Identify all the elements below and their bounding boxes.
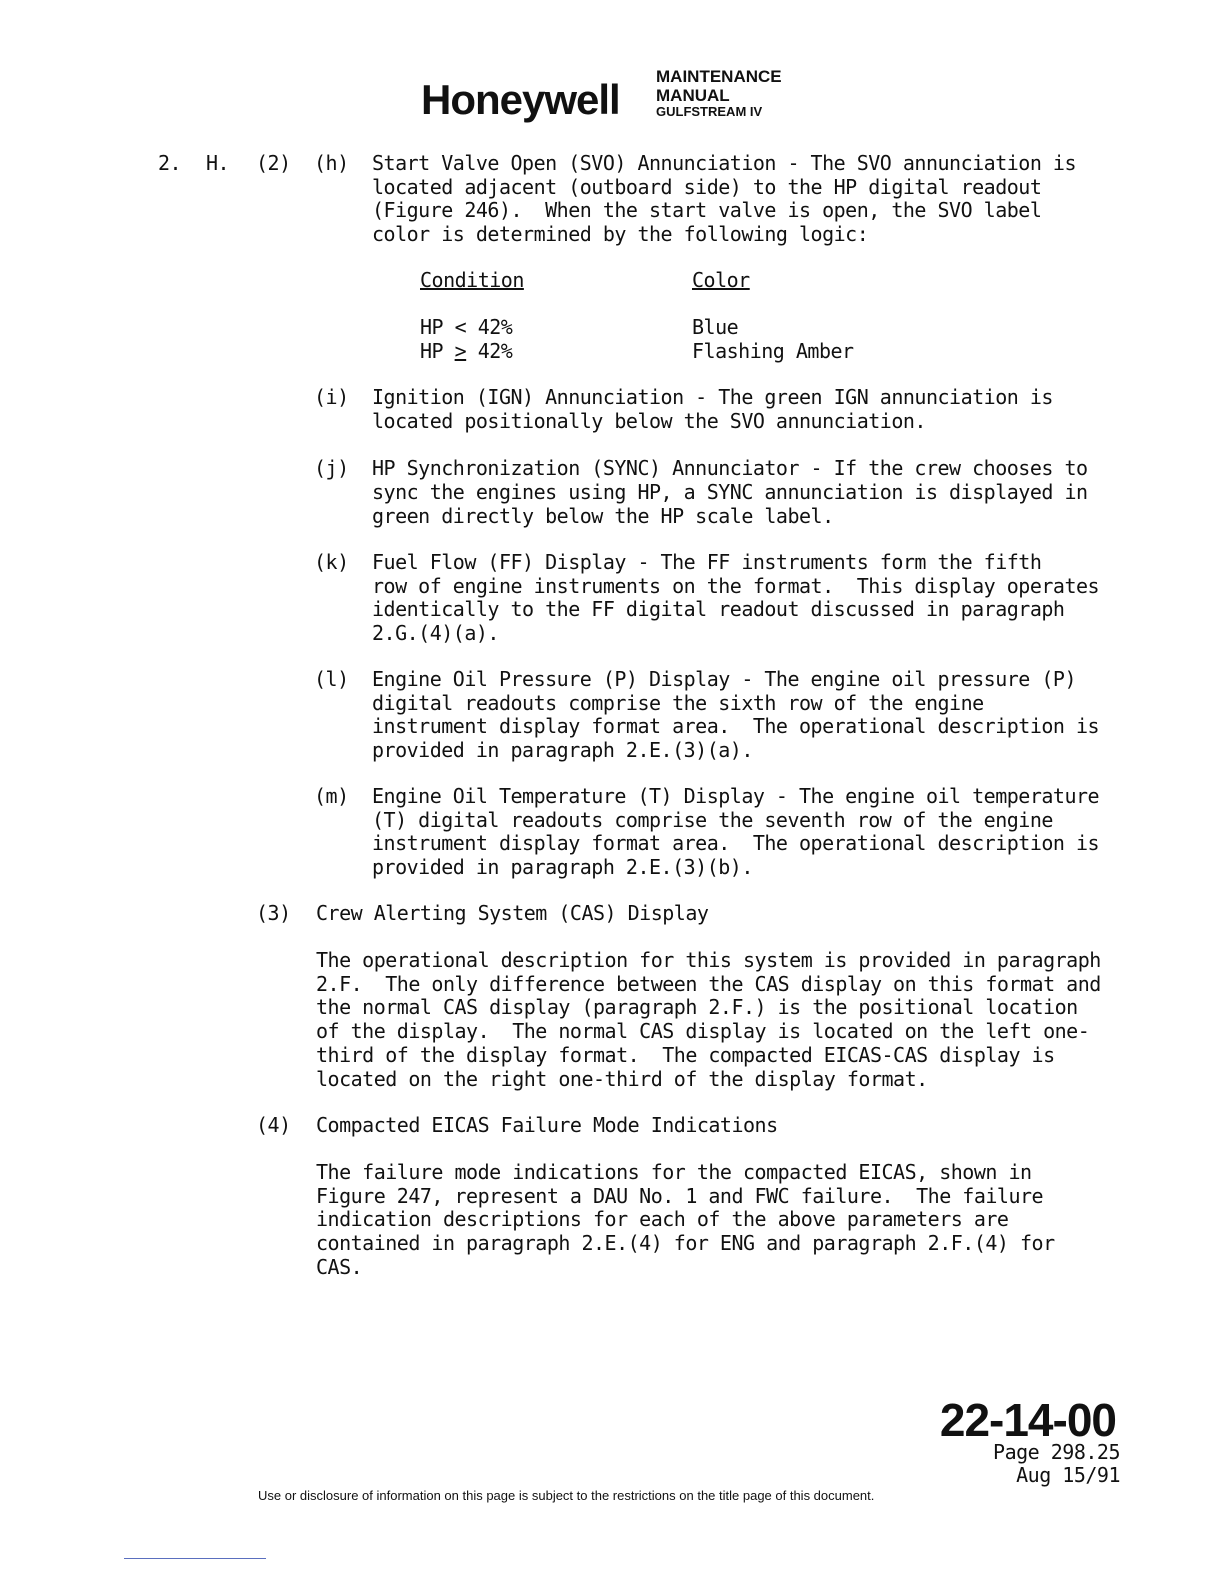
- item-l-line: provided in paragraph 2.E.(3)(a).: [372, 738, 753, 762]
- item-m-label: (m): [314, 784, 349, 808]
- item-j-line: green directly below the HP scale label.: [372, 504, 834, 528]
- paragraph-3-line: of the display. The normal CAS display is located on the left one-: [316, 1019, 1090, 1043]
- item-k-line: Fuel Flow (FF) Display - The FF instruments form the fifth: [372, 550, 1042, 574]
- condition-cell: [420, 315, 512, 339]
- paragraph-4-label: (4): [256, 1113, 291, 1137]
- item-k-line: row of engine instruments on the format. This display operates: [372, 574, 1100, 598]
- manual-title-line1: MAINTENANCE: [656, 67, 782, 86]
- item-m-line: (T) digital readouts comprise the seventh row of the engine: [372, 808, 1053, 832]
- condition-prefix: HP: [420, 315, 455, 339]
- item-j-line: sync the engines using HP, a SYNC annunciation is displayed in: [372, 480, 1088, 504]
- section-number: 2.: [158, 151, 182, 175]
- paragraph-4-line: Figure 247, represent a DAU No. 1 and FWC failure. The failure: [316, 1184, 1044, 1208]
- color-cell: Flashing Amber: [692, 339, 854, 363]
- item-h-label: (h): [314, 151, 349, 175]
- item-k-line: 2.G.(4)(a).: [372, 621, 499, 645]
- manual-title-line3: GULFSTREAM IV: [656, 104, 763, 119]
- paragraph-4-title: Compacted EICAS Failure Mode Indications: [316, 1113, 778, 1137]
- item-k-label: (k): [314, 550, 349, 574]
- item-l-line: digital readouts comprise the sixth row of the engine: [372, 691, 984, 715]
- color-cell: Blue: [692, 315, 739, 339]
- paragraph-3-line: The operational description for this system is provided in paragraph: [316, 948, 1101, 972]
- item-m-line: Engine Oil Temperature (T) Display - The engine oil temperature: [372, 784, 1100, 808]
- item-m-line: provided in paragraph 2.E.(3)(b).: [372, 855, 753, 879]
- chapter-number: 22-14-00: [939, 1394, 1116, 1446]
- condition-cell: [420, 339, 512, 363]
- disclosure-notice: Use or disclosure of information on this page is subject to the restrictions on the title page of this document.: [258, 1488, 875, 1503]
- paragraph-3-label: (3): [256, 901, 291, 925]
- item-k-line: identically to the FF digital readout discussed in paragraph: [372, 597, 1065, 621]
- item-i-label: (i): [314, 385, 349, 409]
- subsection-label: (2): [256, 151, 291, 175]
- item-m-line: instrument display format area. The operational description is: [372, 831, 1100, 855]
- item-h-line: Start Valve Open (SVO) Annunciation - The SVO annunciation is: [372, 151, 1077, 175]
- item-j-line: HP Synchronization (SYNC) Annunciator - If the crew chooses to: [372, 456, 1088, 480]
- paragraph-3-line: third of the display format. The compacted EICAS-CAS display is: [316, 1043, 1055, 1067]
- less-than-symbol: <: [454, 315, 467, 339]
- paragraph-3-title: Crew Alerting System (CAS) Display: [316, 901, 709, 925]
- color-header: Color: [692, 268, 750, 292]
- item-h-line: (Figure 246). When the start valve is open, the SVO label: [372, 198, 1042, 222]
- revision-date: Aug 15/91: [1016, 1463, 1120, 1487]
- item-l-line: instrument display format area. The operational description is: [372, 714, 1100, 738]
- item-j-label: (j): [314, 456, 349, 480]
- honeywell-logo: Honeywell: [421, 76, 620, 123]
- item-i-line: located positionally below the SVO annunciation.: [372, 409, 926, 433]
- manual-title-line2: MANUAL: [656, 86, 730, 105]
- section-letter: H.: [206, 151, 230, 175]
- condition-header: Condition: [420, 268, 524, 292]
- item-l-line: Engine Oil Pressure (P) Display - The engine oil pressure (P): [372, 667, 1077, 691]
- item-h-line: color is determined by the following logic:: [372, 222, 869, 246]
- paragraph-4-line: indication descriptions for each of the above parameters are: [316, 1207, 1009, 1231]
- paragraph-3-line: located on the right one-third of the display format.: [316, 1067, 928, 1091]
- condition-value: 42%: [466, 315, 513, 339]
- item-l-label: (l): [314, 667, 349, 691]
- paragraph-3-line: 2.F. The only difference between the CAS display on this format and: [316, 972, 1101, 996]
- paragraph-4-line: The failure mode indications for the compacted EICAS, shown in: [316, 1160, 1032, 1184]
- paragraph-3-line: the normal CAS display (paragraph 2.F.) is the positional location: [316, 995, 1078, 1019]
- condition-prefix: HP: [420, 339, 455, 363]
- item-i-line: Ignition (IGN) Annunciation - The green IGN annunciation is: [372, 385, 1053, 409]
- condition-value: 42%: [466, 339, 513, 363]
- paragraph-4-line: CAS.: [316, 1255, 363, 1279]
- paragraph-4-line: contained in paragraph 2.E.(4) for ENG and paragraph 2.F.(4) for: [316, 1231, 1055, 1255]
- footer-rule: [124, 1558, 266, 1559]
- item-h-line: located adjacent (outboard side) to the HP digital readout: [372, 175, 1042, 199]
- greater-or-equal-symbol: >: [454, 339, 467, 363]
- page-number: Page 298.25: [993, 1440, 1120, 1464]
